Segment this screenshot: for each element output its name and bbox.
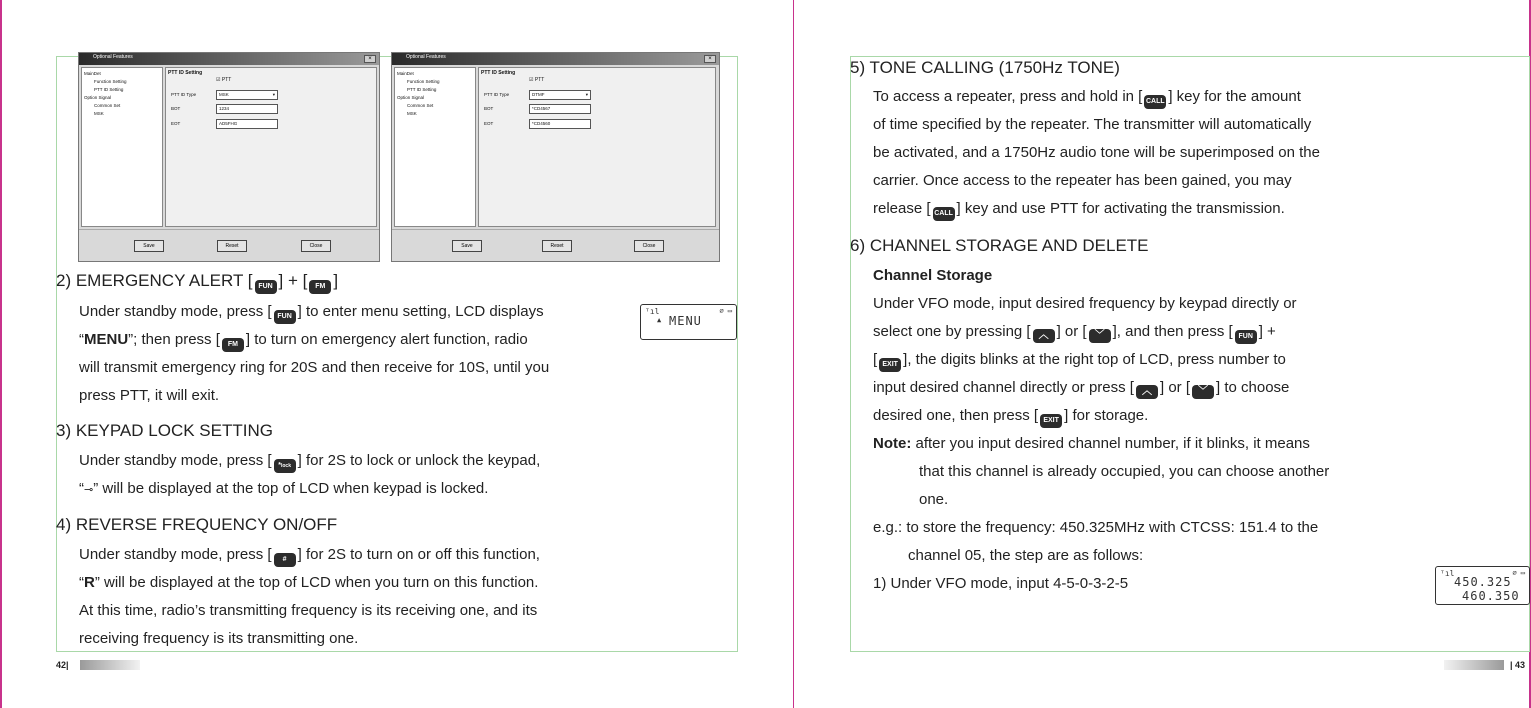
paragraph-line: be activated, and a 1750Hz audio tone will be superimposed on the	[873, 144, 1320, 161]
paragraph-line: will transmit emergency ring for 20S and then receive for 10S, until you	[79, 359, 550, 376]
tree-item: MSK	[94, 111, 104, 116]
fm-key-icon: FM	[309, 280, 331, 294]
hash-key-icon: #	[274, 553, 296, 567]
heading-emergency-alert: 2) EMERGENCY ALERT [ FUN ] + [ FM ]	[56, 271, 338, 294]
battery-icon: ⌀ ▭	[1512, 569, 1525, 577]
paragraph-line: press PTT, it will exit.	[79, 387, 220, 404]
paragraph-line: receiving frequency is its transmitting one.	[79, 630, 359, 647]
paragraph-line: To access a repeater, press and hold in [ CALL ] key for the amount	[873, 88, 1301, 109]
panel-title: PTT ID Setting	[481, 70, 516, 76]
paragraph-line: [ EXIT ], the digits blinks at the right top of LCD, press number to	[873, 351, 1286, 372]
signal-icon: ᵀıl	[1440, 569, 1455, 578]
signal-icon: ᵀıl	[645, 307, 660, 316]
tree-item: MainDet	[397, 71, 414, 76]
fm-key-icon: FM	[222, 338, 244, 352]
close-icon: ×	[704, 55, 716, 63]
row-label: EOT	[484, 121, 494, 126]
eot-field: AD5FHG	[216, 119, 278, 129]
star-lock-key-icon: *lock	[274, 459, 296, 473]
tree-item: MainDet	[84, 71, 101, 76]
paragraph-line: desired one, then press [ EXIT ] for storage.	[873, 407, 1148, 428]
reset-button: Reset	[542, 240, 572, 252]
software-screenshot-msk	[78, 52, 380, 262]
ptt-id-type-select: MSK ▾	[216, 90, 278, 100]
window-title: Optional Features	[406, 54, 446, 60]
chevron-down-icon: ▾	[585, 92, 588, 97]
step-line: 1) Under VFO mode, input 4-5-0-3-2-5	[873, 575, 1129, 592]
lcd-frequency-display	[1435, 566, 1530, 605]
row-label: PTT ID Type	[171, 92, 197, 97]
paragraph-line: carrier. Once access to the repeater has been gained, you may	[873, 172, 1292, 189]
call-key-icon: CALL	[933, 207, 955, 221]
window-title: Optional Features	[93, 54, 133, 60]
row-label: BOT	[484, 106, 494, 111]
settings-panel	[478, 67, 716, 227]
battery-icon: ⌀ ▭	[719, 307, 732, 315]
save-button: Save	[452, 240, 482, 252]
bot-field: *CD4567	[529, 104, 591, 114]
checkbox-label: PTT	[534, 77, 545, 83]
page-edge-left	[0, 0, 2, 708]
close-button: Close	[634, 240, 664, 252]
footer-gradient-bar	[80, 660, 140, 670]
heading-tone-calling: 5) TONE CALLING (1750Hz TONE)	[850, 58, 1120, 77]
paragraph-line: select one by pressing [︿ ] or [﹀ ], and then press [ FUN ] +	[873, 323, 1276, 344]
lcd-menu-display	[640, 304, 737, 340]
reset-button: Reset	[217, 240, 247, 252]
paragraph-line: At this time, radio’s transmitting frequency is its receiving one, and its	[79, 602, 538, 619]
paragraph-line: Under standby mode, press [ # ] for 2S to turn on or off this function,	[79, 546, 540, 567]
lcd-frequency-line: 460.350	[1462, 589, 1520, 603]
subheading-channel-storage: Channel Storage	[873, 267, 993, 284]
page-number-left: 42|	[56, 660, 69, 670]
paragraph-line: “⊸” will be displayed at the top of LCD when keypad is locked.	[79, 480, 489, 497]
paragraph-line: input desired channel directly or press [︿ ] or [﹀ ] to choose	[873, 379, 1289, 399]
heading-keypad-lock: 3) KEYPAD LOCK SETTING	[56, 421, 273, 440]
fun-key-icon: FUN	[1235, 330, 1257, 344]
note-line: one.	[919, 491, 949, 508]
settings-panel	[165, 67, 377, 227]
lcd-text: MENU	[669, 314, 702, 328]
paragraph-line: “R” will be displayed at the top of LCD when you turn on this function.	[79, 574, 539, 591]
chevron-down-icon: ▾	[272, 92, 275, 97]
page-number-right: | 43	[1510, 660, 1526, 670]
ptt-checkbox: ☑ PTT	[529, 77, 545, 83]
paragraph-line: Under standby mode, press [ FUN ] to enter menu setting, LCD displays	[79, 303, 544, 324]
arrow-up-icon: ▲	[657, 316, 662, 324]
example-line: e.g.: to store the frequency: 450.325MHz with CTCSS: 151.4 to the	[873, 519, 1319, 536]
close-button: Close	[301, 240, 331, 252]
heading-channel-storage: 6) CHANNEL STORAGE AND DELETE	[850, 236, 1149, 255]
row-label: EOT	[171, 121, 181, 126]
ptt-checkbox: ☑ PTT	[216, 77, 232, 83]
row-label: BOT	[171, 106, 181, 111]
footer-gradient-bar	[1444, 660, 1504, 670]
fun-key-icon: FUN	[255, 280, 277, 294]
lcd-frequency-line: 450.325	[1454, 575, 1512, 589]
close-icon: ×	[364, 55, 376, 63]
heading-reverse-frequency: 4) REVERSE FREQUENCY ON/OFF	[56, 515, 338, 534]
window-titlebar	[79, 53, 379, 65]
tree-item: Common Set	[407, 103, 434, 108]
exit-key-icon: EXIT	[879, 358, 901, 372]
paragraph-line: Under standby mode, press [ *lock ] for 2S to lock or unlock the keypad,	[79, 452, 540, 473]
fun-key-icon: FUN	[274, 310, 296, 324]
tree-item: Function Setting	[407, 79, 440, 84]
row-label: PTT ID Type	[484, 92, 510, 97]
call-key-icon: CALL	[1144, 95, 1166, 109]
paragraph-line: “MENU”; then press [ FM ] to turn on emergency alert function, radio	[79, 331, 528, 352]
feature-tree	[394, 67, 476, 227]
tree-item: Option Signal	[84, 95, 112, 100]
feature-tree	[81, 67, 163, 227]
up-key-icon	[1136, 385, 1158, 399]
window-titlebar	[392, 53, 719, 65]
key-lock-icon: ⊸	[84, 484, 94, 496]
up-key-icon	[1033, 329, 1055, 343]
tree-item: Function Setting	[94, 79, 127, 84]
panel-title: PTT ID Setting	[168, 70, 203, 76]
software-screenshot-dtmf	[391, 52, 720, 262]
button-bar	[392, 229, 719, 261]
checkbox-label: PTT	[221, 77, 232, 83]
exit-key-icon: EXIT	[1040, 414, 1062, 428]
example-line: channel 05, the step are as follows:	[908, 547, 1144, 564]
tree-item: MSK	[407, 111, 417, 116]
down-key-icon	[1192, 385, 1214, 399]
tree-item: PTT ID Setting	[94, 87, 124, 92]
down-key-icon	[1089, 329, 1111, 343]
tree-item: Option Signal	[397, 95, 425, 100]
ptt-id-type-select: DTMF ▾	[529, 90, 591, 100]
tree-item: PTT ID Setting	[407, 87, 437, 92]
note-line: that this channel is already occupied, you can choose another	[919, 463, 1330, 480]
paragraph-line: release [ CALL ] key and use PTT for activating the transmission.	[873, 200, 1285, 221]
tree-item: Common Set	[94, 103, 121, 108]
save-button: Save	[134, 240, 164, 252]
paragraph-line: Under VFO mode, input desired frequency by keypad directly or	[873, 295, 1297, 312]
note-line: Note: after you input desired channel number, if it blinks, it means	[873, 435, 1310, 452]
eot-field: *CD4560	[529, 119, 591, 129]
bot-field: 1234	[216, 104, 278, 114]
page-fold-line	[793, 0, 794, 708]
button-bar	[79, 229, 379, 261]
paragraph-line: of time specified by the repeater. The transmitter will automatically	[873, 116, 1312, 133]
